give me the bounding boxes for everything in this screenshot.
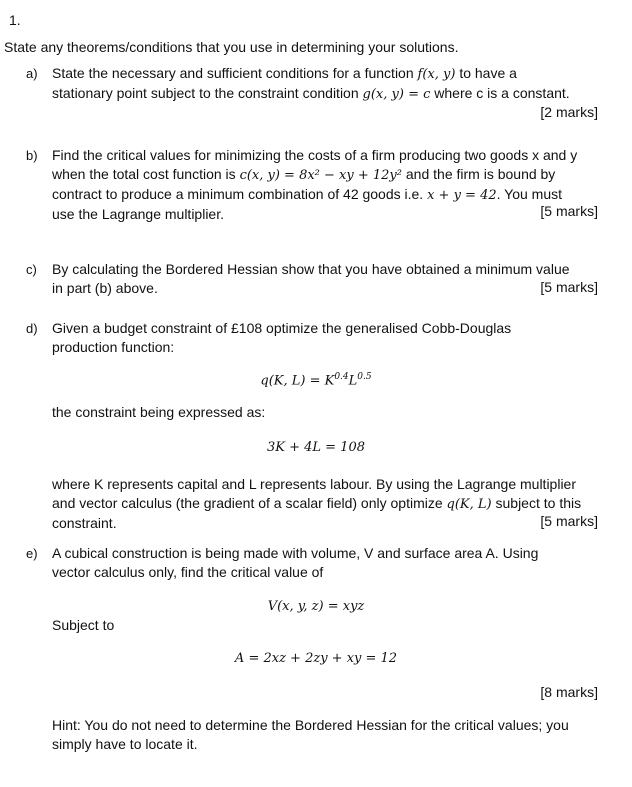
equation-production — [0, 372, 632, 388]
equation-budget: 3K + 4L = 108 — [266, 440, 365, 455]
marks: [2 marks] — [540, 104, 598, 120]
question-number: 1. — [9, 12, 21, 28]
text: where c is a constant. — [434, 85, 570, 101]
math: L — [348, 373, 358, 389]
text: Given a budget constraint of £108 optimize the generalised Cobb-Douglas — [52, 320, 512, 336]
math: f(x, y) — [417, 67, 456, 82]
part-text — [52, 146, 598, 224]
text: Find the critical values for minimizing the costs of a firm producing two goods x and y — [52, 147, 578, 163]
math: 0.5 — [357, 372, 372, 382]
part-label: d) — [26, 321, 38, 336]
equation-volume: V(x, y, z) = xyz — [267, 599, 365, 614]
math: g(x, y) = c — [362, 87, 431, 102]
text: State the necessary and sufficient conditions for a function — [52, 65, 414, 81]
math: q(K, L) = K — [260, 373, 335, 389]
text: in part (b) above. — [52, 280, 158, 296]
text: and vector calculus (the gradient of a scalar field) only optimize — [52, 495, 443, 511]
text: contract to produce a minimum combination of 42 goods i.e. — [52, 186, 424, 202]
text: vector calculus only, find the critical value of — [52, 564, 324, 580]
math: q(K, L) — [446, 497, 492, 512]
text: simply have to locate it. — [52, 736, 198, 752]
hint-text — [52, 716, 598, 754]
text: the constraint being expressed as: — [52, 404, 266, 420]
text: Subject to — [52, 617, 115, 633]
text: By calculating the Bordered Hessian show that you have obtained a minimum value — [52, 261, 570, 277]
text: production function: — [52, 339, 175, 355]
part-text — [52, 475, 598, 533]
math: 0.4 — [334, 372, 349, 382]
marks: [5 marks] — [540, 203, 598, 219]
text: use the Lagrange multiplier. — [52, 206, 224, 222]
text: and the firm is bound by — [405, 166, 556, 182]
text: when the total cost function is — [52, 166, 236, 182]
part-text — [52, 260, 598, 298]
intro-text: State any theorems/conditions that you use in determining your solutions. — [4, 39, 459, 55]
part-label: b) — [26, 148, 38, 163]
math: x + y = 42 — [427, 188, 497, 203]
part-label: c) — [26, 262, 37, 277]
marks: [8 marks] — [540, 684, 598, 700]
equation-area: A = 2xz + 2zy + xy = 12 — [234, 651, 398, 666]
part-text — [52, 64, 598, 104]
part-text — [52, 544, 598, 582]
marks: [5 marks] — [540, 279, 598, 295]
part-text — [52, 319, 598, 357]
part-label: e) — [26, 546, 38, 561]
text: subject to this — [495, 495, 582, 511]
text: A cubical construction is being made with volume, V and surface area A. Using — [52, 545, 539, 561]
text: . You must — [496, 186, 563, 202]
text: Hint: You do not need to determine the Bordered Hessian for the critical values; you — [52, 717, 569, 733]
text: to have a — [459, 65, 517, 81]
text: constraint. — [52, 515, 117, 531]
part-label: a) — [26, 66, 38, 81]
math: c(x, y) = 8x² − xy + 12y² — [239, 168, 402, 183]
marks: [5 marks] — [540, 513, 598, 529]
text: where K represents capital and L represents labour. By using the Lagrange multiplier — [52, 476, 577, 492]
text: stationary point subject to the constraint condition — [52, 85, 359, 101]
